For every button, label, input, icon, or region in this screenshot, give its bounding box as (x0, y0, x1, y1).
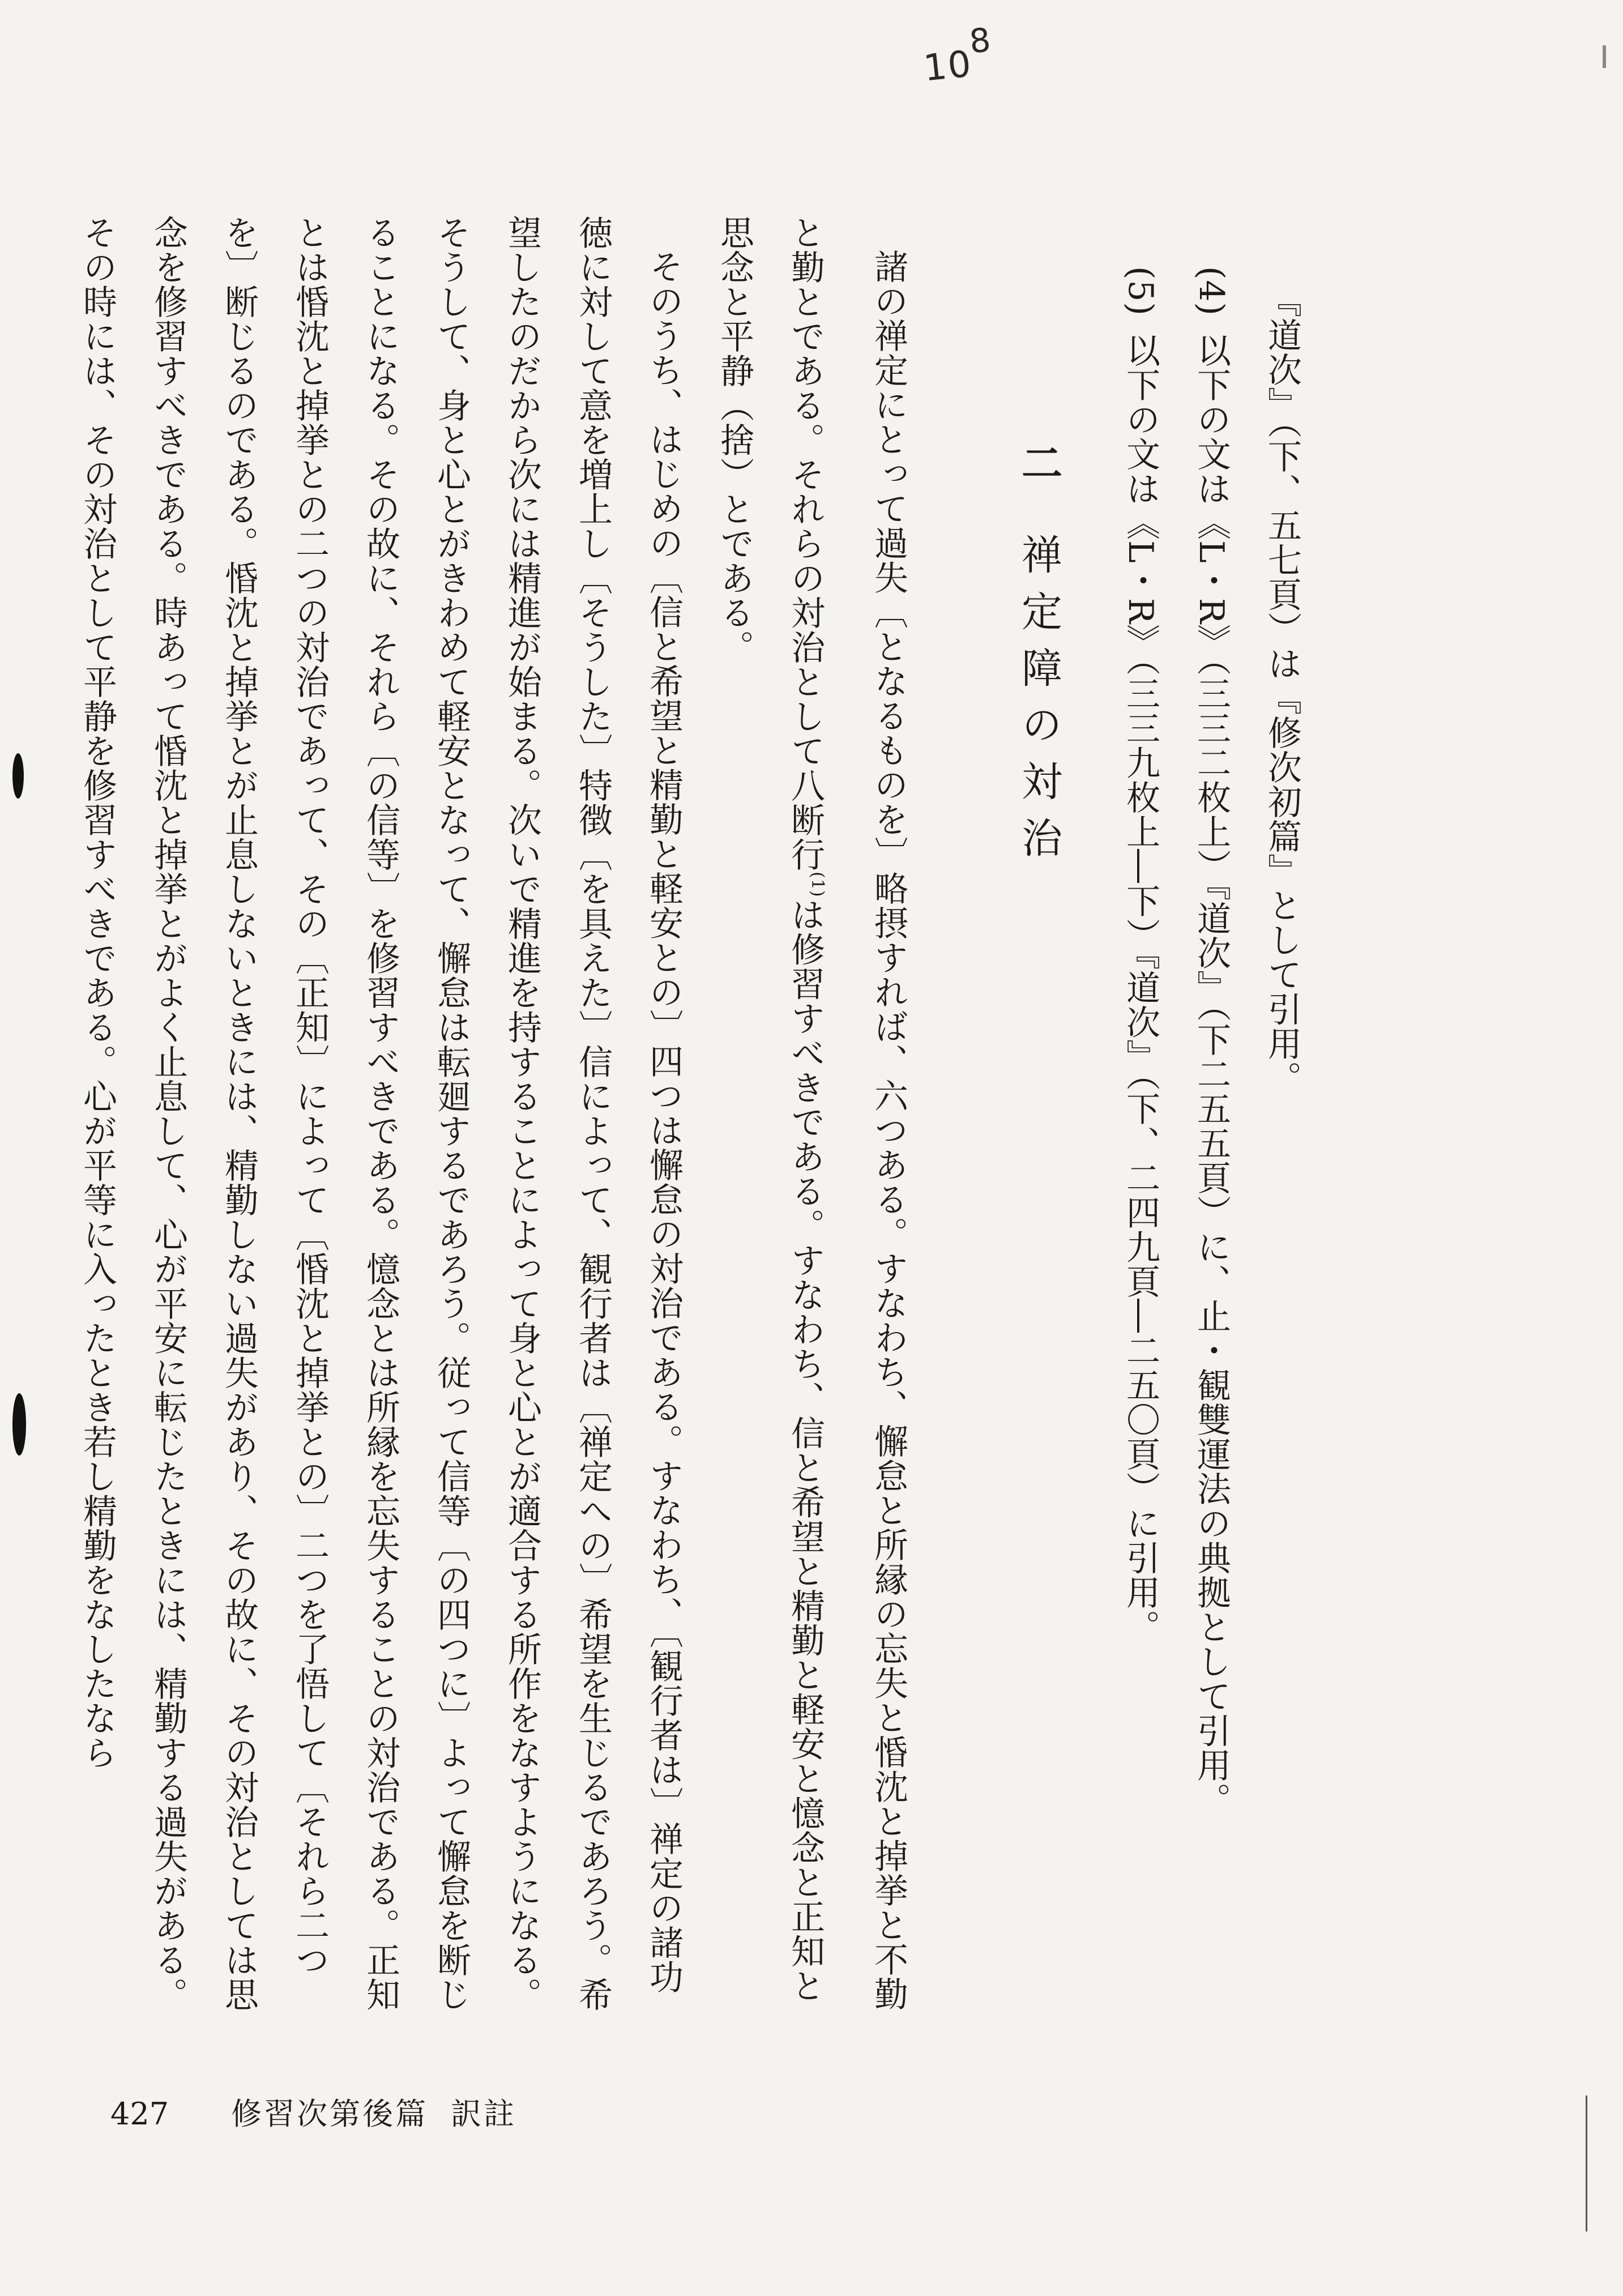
paragraph-text: そのうち、はじめの〔信と希望と精勤と軽安との〕四つは懈怠の対治である。すなわち、〔観行者は〕禅定の諸功徳に対して意を増上し〔そうした〕特徴〔を具えた〕信によって、観行者は〔禅定への〕希望を生じるであろう。希望したのだから次には精進が始まる。次いで精進を持することによって身と心とが適合する所作をなすようになる。そうして、身と心とがきわめて軽安となって、懈怠は転廻するであろう。従って信等〔の四つに〕よって懈怠を断じることになる。その故に、それら〔の信等〕を修習すべきである。憶念とは所縁を忘失することの対治である。正知とは惛沈と掉挙との二つの対治であって、その〔正知〕によって〔惛沈と掉挙との〕二つを了悟して〔それら二つを〕断じるのである。惛沈と掉挙とが止息しないときには、精勤しない過失があり、その故に、その対治としては思念を修習すべきである。時あって惛沈と掉挙とがよく止息して、心が平安に転じたときには、精勤する過失がある。その時には、その対治として平静を修習すべきである。心が平等に入ったとき若し精勤をなしたなら (78, 215, 684, 2012)
running-section: 訳註 (451, 2096, 517, 2132)
paragraph-text: は修習すべきである。すなわち、信と希望と精勤と軽安と憶念と正知と思念と平静（捨）とである。 (715, 215, 825, 2003)
paragraph (699, 215, 924, 2028)
handwritten-page-number (921, 20, 996, 90)
footnote-item (1105, 266, 1176, 1795)
footnotes (1105, 266, 1317, 1817)
section-number: 二 (1015, 442, 1063, 483)
footnote-number: (5) (1121, 266, 1160, 316)
paragraph (62, 215, 699, 2028)
section-title: 禅定障の対治 (1015, 534, 1062, 873)
scan-edge-line (1586, 2096, 1587, 2231)
handwritten-number-sup: 8 (967, 20, 994, 61)
running-title: 修習次第後篇 (231, 2096, 429, 2132)
scan-mark (12, 1393, 26, 1456)
footnote-text: 以下の文は《L・R》（三三九枚上―下）『道次』（下、二四九頁―二五〇頁）に引用。 (1121, 333, 1160, 1645)
footnote-item (1246, 266, 1317, 1795)
footnote-number: (4) (1191, 266, 1231, 316)
footnote-reference: (1) (808, 872, 827, 898)
page-footer (110, 2090, 516, 2133)
footnote-item (1176, 266, 1246, 1817)
scan-mark (12, 753, 24, 799)
scan-edge-line (1603, 45, 1606, 68)
paragraph-text: 諸の禅定にとって過失〔となるものを〕略摂すれば、六つある。すなわち、懈怠と所縁の忘失と惛沈と掉挙と不勤と勤とである。それらの対治として八断行 (785, 215, 908, 2011)
section-heading (1009, 442, 1068, 873)
body-text (78, 215, 924, 2028)
page-number: 427 (110, 2096, 169, 2132)
footnote-text: 以下の文は《L・R》（三三二枚上）『道次』（下二五五頁）に、止・観雙運法の典拠として引用。 (1191, 333, 1231, 1817)
footnote-text: 『道次』（下、五七頁）は『修次初篇』として引用。 (1262, 283, 1302, 1095)
handwritten-number-main: 10 (921, 43, 975, 90)
